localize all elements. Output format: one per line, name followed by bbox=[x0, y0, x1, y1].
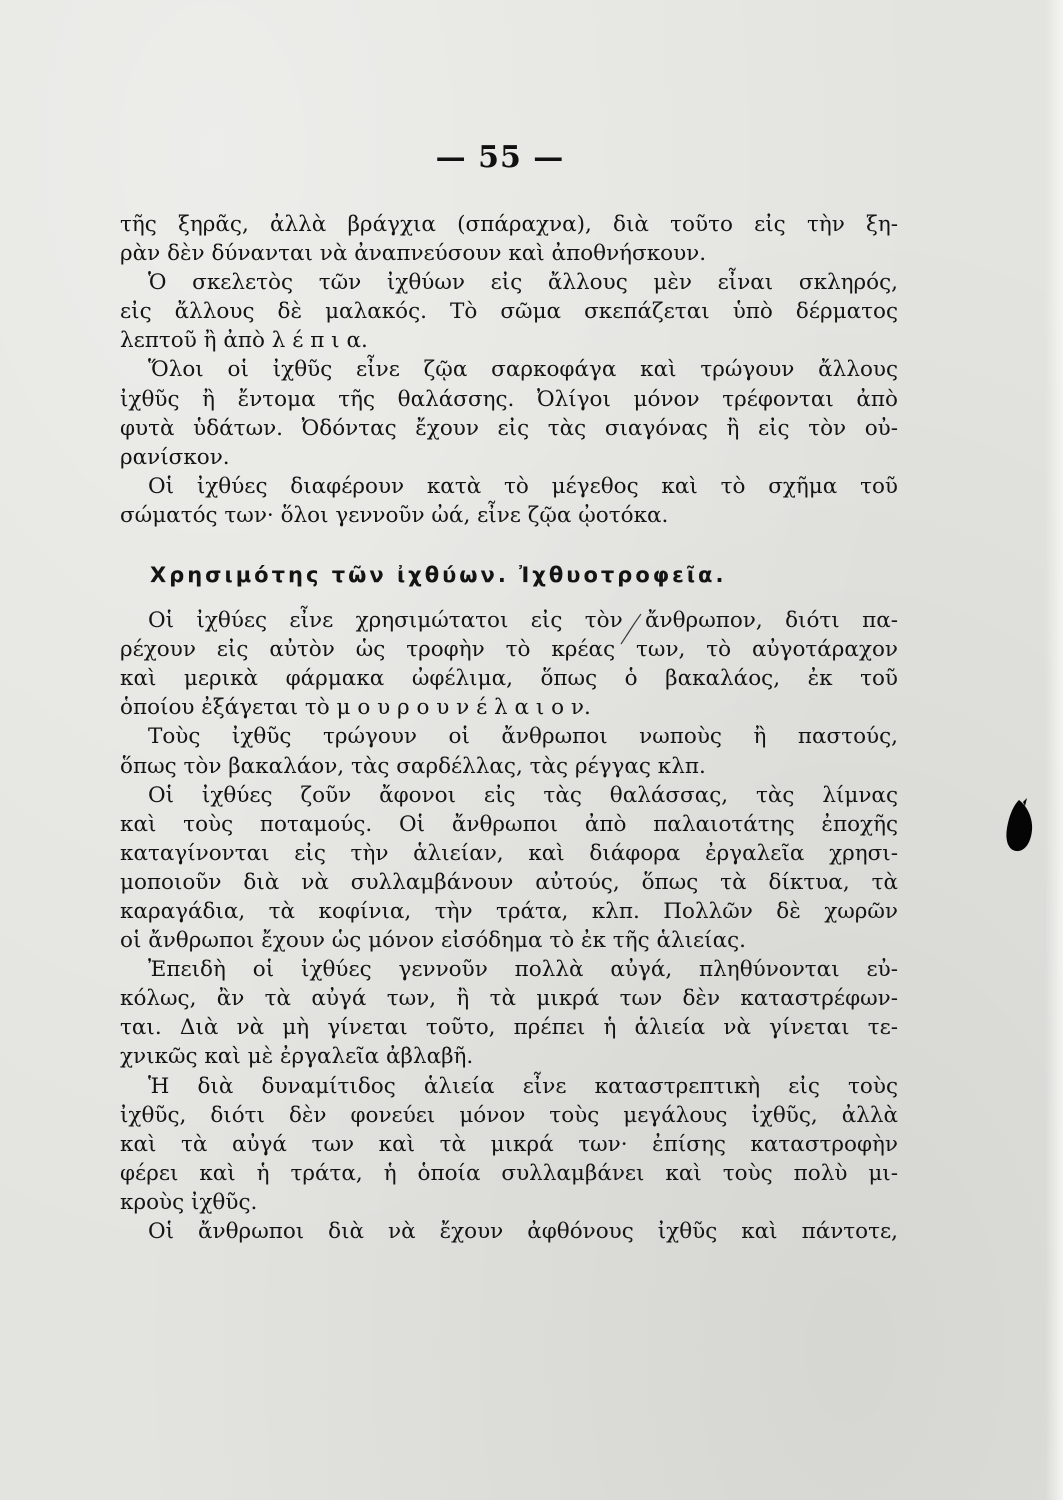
text-line: ρέχουν εἰς αὐτὸν ὡς τροφὴν τὸ κρέας των, τὸ αὐγοτάραχον bbox=[120, 637, 898, 663]
text-line: μοποιοῦν διὰ νὰ συλλαμβάνουν αὐτούς, ὅπως τὰ δίκτυα, τὰ bbox=[120, 869, 898, 895]
text-line: καὶ τοὺς ποταμούς. Οἱ ἄνθρωποι ἀπὸ παλαιοτάτης ἐποχῆς bbox=[120, 811, 898, 837]
text-line: κροὺς ἰχθῦς. bbox=[120, 1189, 258, 1215]
paragraph-start-line: Οἱ ἄνθρωποι διὰ νὰ ἔχουν ἀφθόνους ἰχθῦς καὶ πάντοτε, bbox=[148, 1219, 898, 1244]
text-line: χνικῶς καὶ μὲ ἐργαλεῖα ἀβλαβῆ. bbox=[120, 1044, 474, 1070]
text-line: ἰχθῦς, διότι δὲν φονεύει μόνον τοὺς μεγάλους ἰχθῦς, ἀλλὰ bbox=[120, 1102, 898, 1128]
ink-blot-mark bbox=[1003, 798, 1035, 854]
text-line: σώματός των· ὅλοι γεννοῦν ὠά, εἶνε ζῷα ᾠοτόκα. bbox=[120, 502, 669, 528]
text-line: λεπτοῦ ἢ ἀπὸ λ έ π ι α. bbox=[120, 328, 368, 354]
paragraph-start-line: Οἱ ἰχθύες ζοῦν ἄφονοι εἰς τὰς θαλάσσας, τὰς λίμνας bbox=[148, 782, 898, 808]
text-line: κόλως, ἂν τὰ αὐγά των, ἢ τὰ μικρά των δὲν καταστρέφων- bbox=[120, 986, 898, 1012]
text-line: φέρει καὶ ἡ τράτα, ἡ ὁποία συλλαμβάνει καὶ τοὺς πολὺ μι- bbox=[120, 1160, 898, 1186]
text-line: ὅπως τὸν βακαλάον, τὰς σαρδέλλας, τὰς ρέγγας κλπ. bbox=[120, 753, 706, 779]
paragraph-start-line: Ὅλοι οἱ ἰχθῦς εἶνε ζῷα σαρκοφάγα καὶ τρώγουν ἄλλους bbox=[148, 357, 898, 383]
text-line: καὶ τὰ αὐγά των καὶ τὰ μικρά των· ἐπίσης καταστροφὴν bbox=[120, 1131, 898, 1157]
page-number: — 55 — bbox=[435, 140, 565, 175]
text-line: ἰχθῦς ἢ ἔντομα τῆς θαλάσσης. Ὀλίγοι μόνον τρέφονται ἀπὸ bbox=[120, 386, 898, 412]
body-text bbox=[120, 210, 898, 1246]
text-line: ρανίσκον. bbox=[120, 444, 230, 470]
text-line: εἰς ἄλλους δὲ μαλακός. Τὸ σῶμα σκεπάζεται ὑπὸ δέρματος bbox=[120, 299, 898, 325]
paragraph-start-line: Ἐπειδὴ οἱ ἰχθύες γεννοῦν πολλὰ αὐγά, πληθύνονται εὐ- bbox=[148, 957, 898, 983]
text-line: οἱ ἄνθρωποι ἔχουν ὡς μόνον εἰσόδημα τὸ ἐκ τῆς ἁλιείας. bbox=[120, 928, 746, 954]
text-line: καταγίνονται εἰς τὴν ἁλιείαν, καὶ διάφορα ἐργαλεῖα χρησι- bbox=[120, 840, 898, 866]
paragraph-start-line: Τοὺς ἰχθῦς τρώγουν οἱ ἄνθρωποι νωποὺς ἢ παστούς, bbox=[148, 724, 898, 750]
paragraph-start-line: Ὁ σκελετὸς τῶν ἰχθύων εἰς ἄλλους μὲν εἶναι σκληρός, bbox=[148, 270, 898, 296]
text-line: ρὰν δὲν δύνανται νὰ ἀναπνεύσουν καὶ ἀποθνήσκουν. bbox=[120, 241, 707, 267]
text-line: φυτὰ ὑδάτων. Ὀδόντας ἔχουν εἰς τὰς σιαγόνας ἢ εἰς τὸν οὐ- bbox=[120, 415, 898, 441]
text-line: τῆς ξηρᾶς, ἀλλὰ βράγχια (σπάραχνα), διὰ τοῦτο εἰς τὴν ξη- bbox=[120, 212, 898, 237]
text-line: καραγάδια, τὰ κοφίνια, τὴν τράτα, κλπ. Πολλῶν δὲ χωρῶν bbox=[120, 898, 898, 924]
text-line: ὁποίου ἐξάγεται τὸ μ ο υ ρ ο υ ν έ λ α ι ο ν. bbox=[120, 695, 591, 721]
text-line: καὶ μερικὰ φάρμακα ὠφέλιμα, ὅπως ὁ βακαλάος, ἐκ τοῦ bbox=[120, 666, 898, 692]
paper-scratch-mark bbox=[615, 612, 645, 646]
page-edge-highlight bbox=[1045, 0, 1063, 1500]
paragraph-start-line: Οἱ ἰχθύες διαφέρουν κατὰ τὸ μέγεθος καὶ τὸ σχῆμα τοῦ bbox=[148, 473, 898, 499]
section-heading: Χρησιμότης τῶν ἰχθύων. Ἰχθυοτροφεῖα. bbox=[150, 563, 727, 588]
paragraph-start-line: Ἡ διὰ δυναμίτιδος ἁλιεία εἶνε καταστρεπτικὴ εἰς τοὺς bbox=[148, 1073, 898, 1099]
text-line: ται. Διὰ νὰ μὴ γίνεται τοῦτο, πρέπει ἡ ἁλιεία νὰ γίνεται τε- bbox=[120, 1015, 898, 1041]
paragraph-start-line: Οἱ ἰχθύες εἶνε χρησιμώτατοι εἰς τὸν ἄνθρωπον, διότι πα- bbox=[148, 608, 898, 634]
